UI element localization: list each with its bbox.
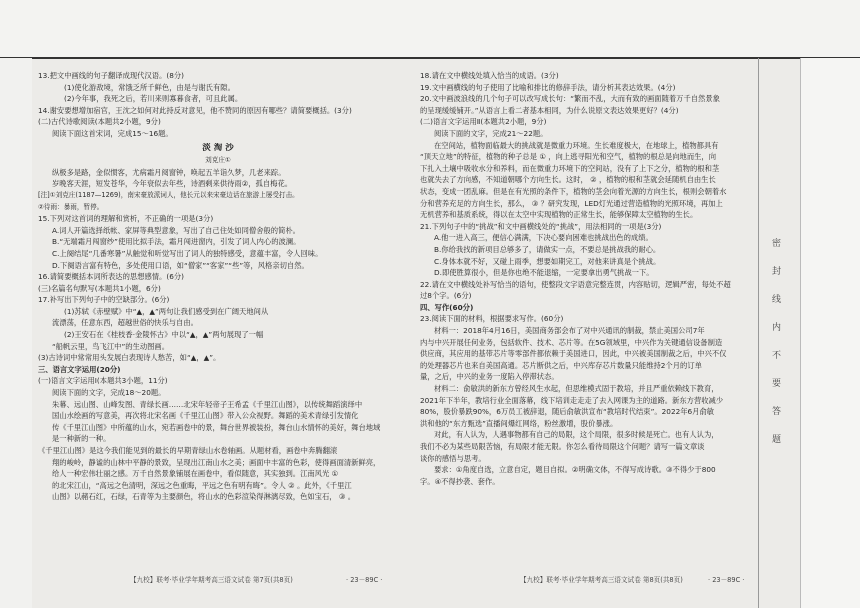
right-text-line: 谈你的感悟与思考。 bbox=[420, 453, 486, 463]
right-text-line: 要求：①角度自选，立意自定，题目自拟。②明确文体，不得写成诗歌。③不得少于800 bbox=[434, 465, 716, 475]
right-text-line: 过8个字。(6分) bbox=[420, 291, 472, 301]
binding-char: 要 bbox=[772, 379, 782, 389]
right-text-line: 字。④不得抄袭、套作。 bbox=[420, 476, 500, 486]
left-text-line: 13.把文中画线的句子翻译成现代汉语。(8分) bbox=[38, 71, 184, 80]
right-text-line: 无机营养和基质系统，得以在太空中实现植物的正常生长，能够保障太空植物的生长。 bbox=[420, 210, 698, 220]
binding-char: 不 bbox=[772, 351, 782, 361]
right-text-line: 供应商，其应用的基带芯片等零部件都依赖于美国进口，因此，中兴被美国制裁之后，中兴不仅 bbox=[420, 349, 727, 359]
left-text-line: 翔的峻岭，静谧的山林中平静的景致，呈现出江南山水之美；画面中丰富的色彩，使得画面清新鲜亮， bbox=[52, 457, 381, 467]
right-text-line: B.你给我找的新项目总够多了，请做实一点，不要总是挑战我的耐心。 bbox=[434, 244, 661, 254]
left-text-line: 《千里江山图》是这今我们能见到的最长的早期青绿山水卷轴画。从题材看，画卷中奔腾翻滚 bbox=[38, 446, 338, 455]
left-text-line: (二)古代诗歌阅读(本题共2小题，9分) bbox=[38, 117, 161, 127]
footer-left-text: 【九校】联考·毕业学年期考高三语文试卷 第7页(共8页) bbox=[130, 576, 293, 584]
left-text-line: 阅读下面这首宋词，完成15～16题。 bbox=[52, 128, 173, 138]
right-text-line: 在空间站，植物面临最大的挑战就是微重力环境。生长难度极大，在地球上，植物都具有 bbox=[434, 140, 719, 150]
left-text-line: 16.请简要概括本词所表达的思想感情。(6分) bbox=[38, 272, 184, 282]
left-text-line: 给人一种宏伟壮丽之感。万千自然景象铺展在画卷中，看似随意，其实独到。江南风光 ① bbox=[52, 469, 339, 479]
right-text-line: 我们不必为某些局限苦恼，有局限才能无限。你怎么看待局限这个问题？请写一篇文章谈 bbox=[420, 442, 705, 451]
right-text-line: 的呈现缓缓铺开。”从语言上看二者基本相同，为什么说原文表达效果更好？(4分) bbox=[420, 105, 679, 115]
left-text-line: (2)今年事，我死之后，若川来则寡暮食者，可且此属。 bbox=[64, 94, 243, 104]
left-text-line: (三)名篇名句默写(本题共1小题，6分) bbox=[38, 283, 161, 293]
right-text-line: 23.阅读下面的材料，根据要求写作。(60分) bbox=[420, 314, 564, 324]
left-text-line: 的北宋江山，“高远之色清明，深远之色重晦，平远之色有明有晦”。令人 ② 。此外，《千里江 bbox=[52, 480, 352, 490]
right-text-line: A.他一进入高三，便信心满满，下决心要向困难也挑战出色的成绩。 bbox=[434, 233, 653, 243]
binding-char: 内 bbox=[772, 323, 782, 333]
right-text-line: 下扎入土壤中吸收水分和养料，而在微重力环境下的空间站，没有了上下之分，植物的根和茎 bbox=[420, 163, 720, 173]
left-text-line: (2)王安石在《桂枝香·金陵怀古》中以“▲，▲”两句展现了一幅 bbox=[64, 330, 264, 340]
left-text-line: 三、语言文字运用(20分) bbox=[38, 364, 121, 374]
right-text-line: D.即使胜算很小，但是你也绝不能退缩，一定要拿出勇气挑战一下。 bbox=[434, 268, 654, 278]
right-text-line: 内与中兴开展任何业务，包括软件、技术、芯片等。在5G领域里，中兴作为关键通信设备制造 bbox=[420, 337, 723, 347]
footer-right-text: 【九校】联考·毕业学年期考高三语文试卷 第8页(共8页) bbox=[520, 576, 683, 584]
left-text-line: 14.谢安要想增加宿官，王沈之如何对此持反对意见，他不赞同的原因有哪些？请简要概括。(3分) bbox=[38, 105, 352, 115]
right-text-line: 对此，有人认为，人遇事物都有自己的局限，这个局限，很多时候是死亡。也有人认为， bbox=[434, 430, 719, 440]
left-text-line: 朱幕、远山图、山峰发图、青绿长画……北宋年轻帝子王希孟《千里江山图》，以传统舞蹈演绎中 bbox=[52, 399, 363, 409]
binding-strip bbox=[758, 58, 799, 608]
right-text-line: 2021年下半年，教培行业全面落幕，线下培训走走走了去入网课为主的道路。新东方营收减少 bbox=[420, 395, 724, 405]
right-text-line: 量，之后，中兴的业务一度陷入停滞状态。 bbox=[420, 372, 559, 382]
left-text-line: 国山水绘画的写意美，再次将北宋名画《千里江山图》带入公众视野。舞蹈的美术青绿引发情化 bbox=[52, 411, 359, 421]
left-column bbox=[38, 70, 398, 503]
left-text-line: 刘克庄① bbox=[205, 156, 231, 165]
left-text-line: (一)语言文字运用Ⅰ(本题共3小题，11分) bbox=[38, 376, 168, 386]
right-text-line: 也就失去了方向感，不知道朝哪个方向生长。这时， ② ，植物的根和茎就会延随机自由生长 bbox=[420, 175, 716, 185]
left-text-line: C.上阕结尾“几番寒暑”从触觉和听觉写出了词人的独特感受，意蕴丰富，令人回味。 bbox=[52, 248, 323, 258]
left-text-line: 15.下列对这首词的理解和赏析，不正确的一项是(3分) bbox=[38, 214, 214, 224]
right-text-line: 材料二：俞敏洪的新东方曾经风生水起，但思维模式固于教培，并且严重依赖线下教育， bbox=[434, 384, 719, 394]
binding-char: 答 bbox=[772, 407, 782, 417]
left-text-line: 是一种新的一种。 bbox=[52, 434, 111, 444]
binding-char: 题 bbox=[772, 435, 782, 445]
left-text-line: (1)使化游敌境，常饿乏所千鲜色，由是与谢氏有隙。 bbox=[64, 82, 235, 92]
left-text-line: 岁晚客天涯，短发苍华，今年衰似去年些，诗酒剩来供待雨②，孤自梅花。 bbox=[52, 179, 293, 189]
left-text-line: D.下阕语言富有特色，多处使用口语，如“僧家”“客家”“些”等，风格亲切自然。 bbox=[52, 260, 309, 270]
right-text-line: 19.文中画横线的句子使用了比喻和排比的修辞手法，请分析其表达效果。(4分) bbox=[420, 82, 676, 92]
footer-right bbox=[520, 574, 683, 584]
footer-left-code-text: · 23－89C · bbox=[346, 576, 383, 584]
left-text-line: 纵极多是路，金似惯客，尤病霜月阅窗钟，唤起五羊诣久梦，几老来踪。 bbox=[52, 167, 286, 177]
right-text-line: 状态，变成一团乱麻。但是在有光照的条件下，植物的茎会向着光源的方向生长，根则会朝着水 bbox=[420, 186, 727, 196]
left-text-line: 17.补写出下列句子中的空缺部分。(6分) bbox=[38, 295, 170, 305]
binding-char: 密 bbox=[772, 239, 782, 249]
footer-left bbox=[130, 574, 293, 584]
left-text-line: (3)古诗词中常常用头发展白表现诗人愁苦，如“▲，▲”。 bbox=[38, 353, 221, 363]
right-text-line: 洪和他的“东方甄选”直播间爆红网络，粉丝激增，股价暴涨。 bbox=[420, 418, 618, 428]
scan-left-margin bbox=[0, 58, 32, 608]
binding-char: 线 bbox=[772, 295, 782, 305]
footer-right-code bbox=[708, 574, 744, 584]
right-text-line: 80%，股价暴跌90%，6万员工被辞退，随后俞敏洪宣布“教培时代结束”。2022年6月俞敏 bbox=[420, 407, 715, 417]
right-text-line: 材料一：2018年4月16日，美国商务部会布了对中兴通讯的制裁，禁止美国公司7年 bbox=[434, 326, 705, 336]
left-text-line: 流漂荡，任意东西，超越世俗的快乐与自由。 bbox=[52, 318, 198, 328]
right-text-line: 分和营养充足的方向生长，那么， ③ ？研究发现，LED灯光通过营造植物的光照环境，再加上 bbox=[420, 198, 723, 208]
right-text-line: (二)语言文字运用Ⅱ(本题共2小题，9分) bbox=[420, 117, 547, 127]
right-text-line: 21.下列句子中的“挑战”和文中画横线处的“挑战”，用法相同的一项是(3分) bbox=[420, 221, 662, 231]
right-text-line: 22.请在文中横线处补写恰当的语句，使整段文字语意完整连贯，内容贴切，逻辑严密，每处不超 bbox=[420, 279, 731, 289]
left-text-line: ②待雨：暴雨，暂停。 bbox=[38, 202, 104, 211]
left-text-line: B.“无端霜月闯窗纱”使用比拟手法，霜月闯进窗内，引发了词人内心的波澜。 bbox=[52, 237, 301, 247]
page-right-edge bbox=[800, 58, 860, 608]
left-text-line: 传《千里江山图》中所蕴的山水，宛若画卷中的景，舞台世界被装扮，舞台山水情怀的美好，舞台地域 bbox=[52, 422, 381, 432]
binding-char: 封 bbox=[772, 267, 782, 277]
left-text-line: “船帆云里，鸟飞江中”的生动图画。 bbox=[52, 341, 170, 351]
right-column bbox=[420, 70, 756, 487]
footer-right-code-text: · 23－89C · bbox=[708, 576, 745, 584]
left-text-line: 山图》以赭石红，石绿，石青等为主要颜色，将山水的色彩渲染得淋漓尽致，色如宝石， ③ 。 bbox=[52, 492, 356, 502]
header-rule bbox=[0, 57, 860, 59]
page-top-margin bbox=[0, 0, 860, 58]
right-text-line: 四、写作(60分) bbox=[420, 302, 474, 312]
left-text-line: [注]①刘克庄(1187—1269)，南宋豪放派词人，他长元以来宋豪边话在旅游上屡受打击。 bbox=[38, 190, 299, 199]
right-text-line: 的处理器芯片也来自美国高通。芯片断供之后，中兴库存芯片数量只能维持2个月的订单 bbox=[420, 360, 702, 370]
right-text-line: 20.文中画波浪线的几个句子可以改写成长句：“繁而不乱，大而有致的画面随着万千自然景象 bbox=[420, 94, 720, 104]
right-text-line: 阅读下面的文字，完成21～22题。 bbox=[434, 128, 548, 138]
left-text-line: (1)苏轼《赤壁赋》中“▲，▲”两句让我们感受到在广阔天地间从 bbox=[64, 306, 269, 316]
right-text-line: 18.请在文中横线处填入恰当的成语。(3分) bbox=[420, 71, 559, 80]
right-text-line: “顶天立地”的特征，植物的种子总是 ① ，向上逃寻阳光和空气，植物的根总是向地而生，向 bbox=[420, 152, 717, 162]
left-text-line: 阅读下面的文字，完成18～20题。 bbox=[52, 388, 166, 398]
left-text-line: A.词人开篇选择纸帐、家屏等典型意象，写出了自己住处如同僧舍般的简朴。 bbox=[52, 225, 300, 235]
right-text-line: C.身体本就不好，又碰上雨季，想要如期完工，对他来讲真是个挑战。 bbox=[434, 256, 661, 266]
footer-left-code bbox=[346, 574, 382, 584]
left-text-line: 淡 淘 沙 bbox=[202, 142, 234, 153]
